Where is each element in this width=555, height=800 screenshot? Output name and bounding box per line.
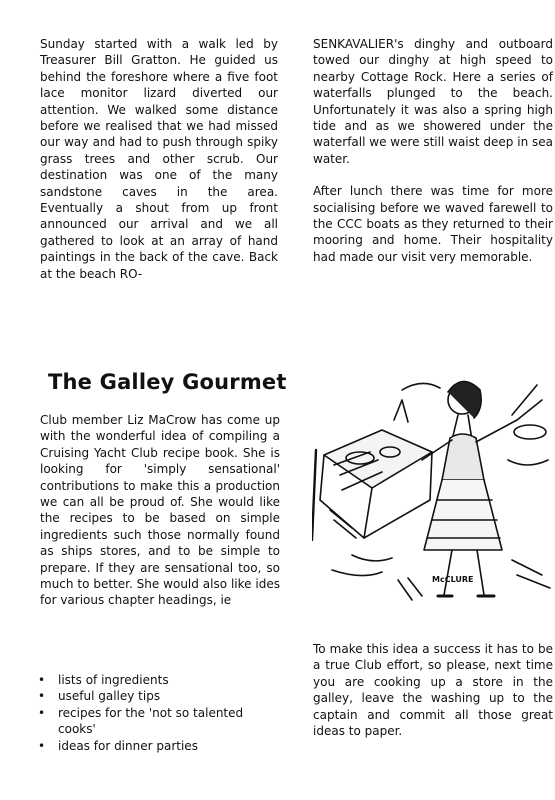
galley-cook-illustration xyxy=(312,360,555,615)
galley-body-column xyxy=(40,412,280,609)
galley-paragraph: Club member Liz MaCrow has come up with the wonderful idea of compiling a Cruising Yacht Club recipe book. She is looking for 'simply sensational' contributions to make this a production we can all be proud of. She would like the recipes to be based on simple ingredients such those normally found as ships stores, and to be simple to prepare. If they are sensational too, so much to better. She would also like ides for various chapter headings, ie xyxy=(40,413,280,608)
article-paragraph: After lunch there was time for more socialising before we waved farewell to the CCC boats as they returned to their mooring and home. Their hospitality had made our visit very memorable. xyxy=(313,184,553,264)
galley-closing-column xyxy=(313,641,553,739)
list-item: • recipes for the 'not so talented cooks' xyxy=(38,705,283,738)
article-paragraph: SENKAVALIER's dinghy and outboard towed our dinghy at high speed to nearby Cottage Rock. Here a series of waterfalls plunged to the beach. Unfortunately it was also a spring high tide and as we showered under the waterfall we were still waist deep in sea water. xyxy=(313,37,553,166)
article-top-left-column xyxy=(40,36,278,282)
list-item: • ideas for dinner parties xyxy=(38,738,283,754)
section-heading: The Galley Gourmet xyxy=(48,370,287,394)
article-top-right-column xyxy=(313,36,553,265)
bullet-list xyxy=(38,672,283,754)
list-item: • lists of ingredients xyxy=(38,672,283,688)
article-paragraph: Sunday started with a walk led by Treasurer Bill Gratton. He guided us behind the foreshore where a five foot lace monitor lizard diverted our attention. We walked some distance before we realised that we had missed our way and had to push through spiky grass trees and other scrub. Our destination was one of the many sandstone caves in the area. Eventually a shout from up front announced our arrival and we all gathered to look at an array of hand paintings in the back of the cave. Back at the beach RO- xyxy=(40,37,278,281)
list-item: • useful galley tips xyxy=(38,688,283,704)
illustration-signature: McCLURE xyxy=(432,575,474,584)
galley-closing-paragraph: To make this idea a success it has to be a true Club effort, so please, next time you are cooking up a store in the galley, leave the washing up to the captain and commit all those great ideas to paper. xyxy=(313,642,553,739)
